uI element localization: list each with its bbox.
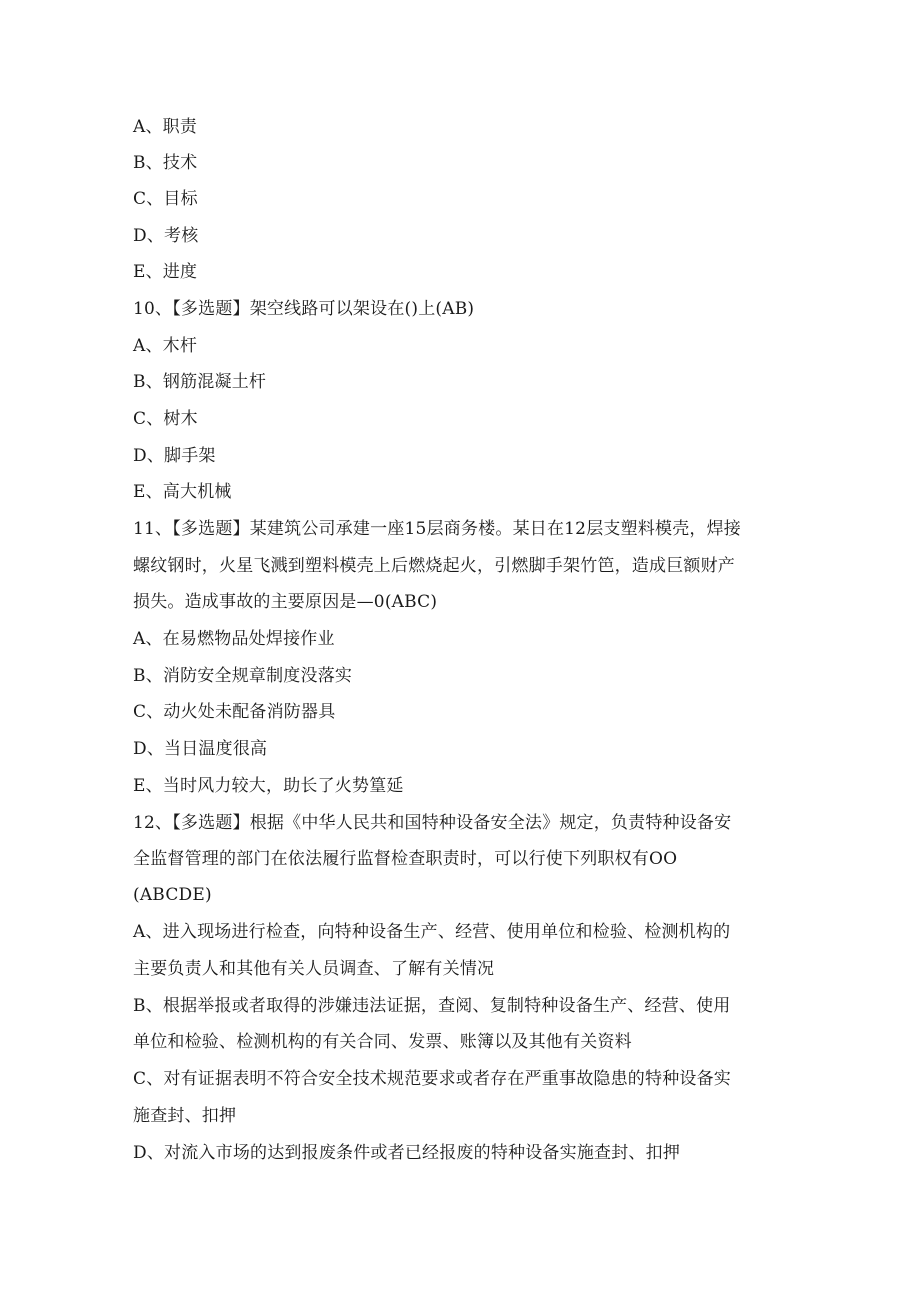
q11-option-d: D、当日温度很高: [133, 739, 268, 759]
q9-option-e: E、进度: [133, 262, 198, 282]
q9-option-b: B、技术: [133, 153, 198, 173]
q11-stem-line-3: 损失。造成事故的主要原因是—0(ABC): [133, 592, 438, 612]
q12-option-a-line-1: A、进入现场进行检查，向特种设备生产、经营、使用单位和检验、检测机构的: [133, 922, 731, 942]
q10-option-a: A、木杆: [133, 336, 198, 356]
q10-option-b: B、钢筋混凝土杆: [133, 372, 267, 392]
q12-option-c-line-2: 施查封、扣押: [133, 1106, 237, 1126]
q11-stem-line-2: 螺纹钢时，火星飞溅到塑料模壳上后燃烧起火，引燃脚手架竹笆，造成巨额财产: [133, 556, 735, 576]
q12-stem-line-1: 12、【多选题】根据《中华人民共和国特种设备安全法》规定，负责特种设备安: [133, 813, 732, 833]
q10-option-c: C、树木: [133, 409, 198, 429]
q12-option-d-line-1: D、对流入市场的达到报废条件或者已经报废的特种设备实施查封、扣押: [133, 1143, 681, 1163]
q11-option-c: C、动火处未配备消防器具: [133, 702, 336, 722]
q11-option-e: E、当时风力较大，助长了火势篁延: [133, 776, 404, 796]
q11-stem-line-1: 11、【多选题】某建筑公司承建一座15层商务楼。某日在12层支塑料模壳，焊接: [133, 519, 741, 539]
q10-option-e: E、高大机械: [133, 482, 232, 502]
q9-option-a: A、职责: [133, 117, 198, 137]
q9-option-d: D、考核: [133, 226, 199, 246]
q10-stem: 10、【多选题】架空线路可以架设在()上(AB): [133, 299, 475, 319]
q12-stem-line-2: 全监督管理的部门在依法履行监督检查职责时，可以行使下列职权有OO: [133, 849, 678, 869]
q11-option-b: B、消防安全规章制度没落实: [133, 666, 353, 686]
q12-option-c-line-1: C、对有证据表明不符合安全技术规范要求或者存在严重事故隐患的特种设备实: [133, 1069, 732, 1089]
q9-option-c: C、目标: [133, 189, 198, 209]
q12-option-a-line-2: 主要负责人和其他有关人员调查、了解有关情况: [133, 959, 495, 979]
q11-option-a: A、在易燃物品处焊接作业: [133, 629, 335, 649]
q12-option-b-line-1: B、根据举报或者取得的涉嫌违法证据，查阅、复制特种设备生产、经营、使用: [133, 996, 731, 1016]
q12-option-b-line-2: 单位和检验、检测机构的有关合同、发票、账簿以及其他有关资料: [133, 1032, 632, 1052]
q10-option-d: D、脚手架: [133, 446, 216, 466]
q12-stem-line-3: (ABCDE): [133, 885, 212, 905]
